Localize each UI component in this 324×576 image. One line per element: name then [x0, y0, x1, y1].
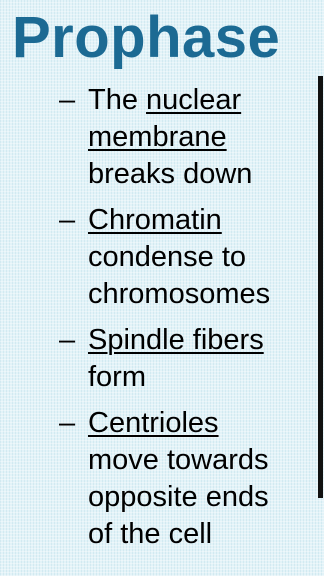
bullet-dash: –: [59, 204, 76, 236]
key-term: Spindle fibers: [88, 324, 264, 356]
bullet-line: [88, 156, 298, 193]
bullet-line: [88, 202, 298, 239]
bullet-item: [0, 322, 298, 396]
bullet-line: [88, 479, 298, 516]
bullet-line: [88, 322, 298, 359]
bullet-text: breaks down: [88, 158, 253, 190]
bullet-line: [88, 239, 298, 276]
bullet-line: [88, 82, 298, 119]
bullet-list: [0, 82, 298, 562]
bullet-text: of the cell: [88, 518, 213, 550]
bullet-dash: –: [59, 84, 76, 116]
bullet-text: form: [88, 361, 146, 393]
key-term: Centrioles: [88, 407, 219, 439]
slide-edge-bar: [318, 76, 323, 498]
bullet-item: [0, 405, 298, 553]
bullet-line: [88, 276, 298, 313]
bullet-line: [88, 405, 298, 442]
key-term: Chromatin: [88, 204, 222, 236]
bullet-text: condense to: [88, 241, 247, 273]
bullet-line: [88, 359, 298, 396]
bullet-text: chromosomes: [88, 278, 271, 310]
bullet-item: [0, 202, 298, 313]
bullet-dash: –: [59, 324, 76, 356]
bullet-text: The: [88, 84, 147, 116]
key-term: nuclear: [146, 84, 242, 116]
slide-title: Prophase: [12, 5, 281, 70]
bullet-item: [0, 82, 298, 193]
bullet-text: move towards: [88, 444, 269, 476]
bullet-text: opposite ends: [88, 481, 269, 513]
key-term: membrane: [88, 121, 227, 153]
bullet-line: [88, 442, 298, 479]
bullet-line: [88, 516, 298, 553]
bullet-line: [88, 119, 298, 156]
bullet-dash: –: [59, 407, 76, 439]
